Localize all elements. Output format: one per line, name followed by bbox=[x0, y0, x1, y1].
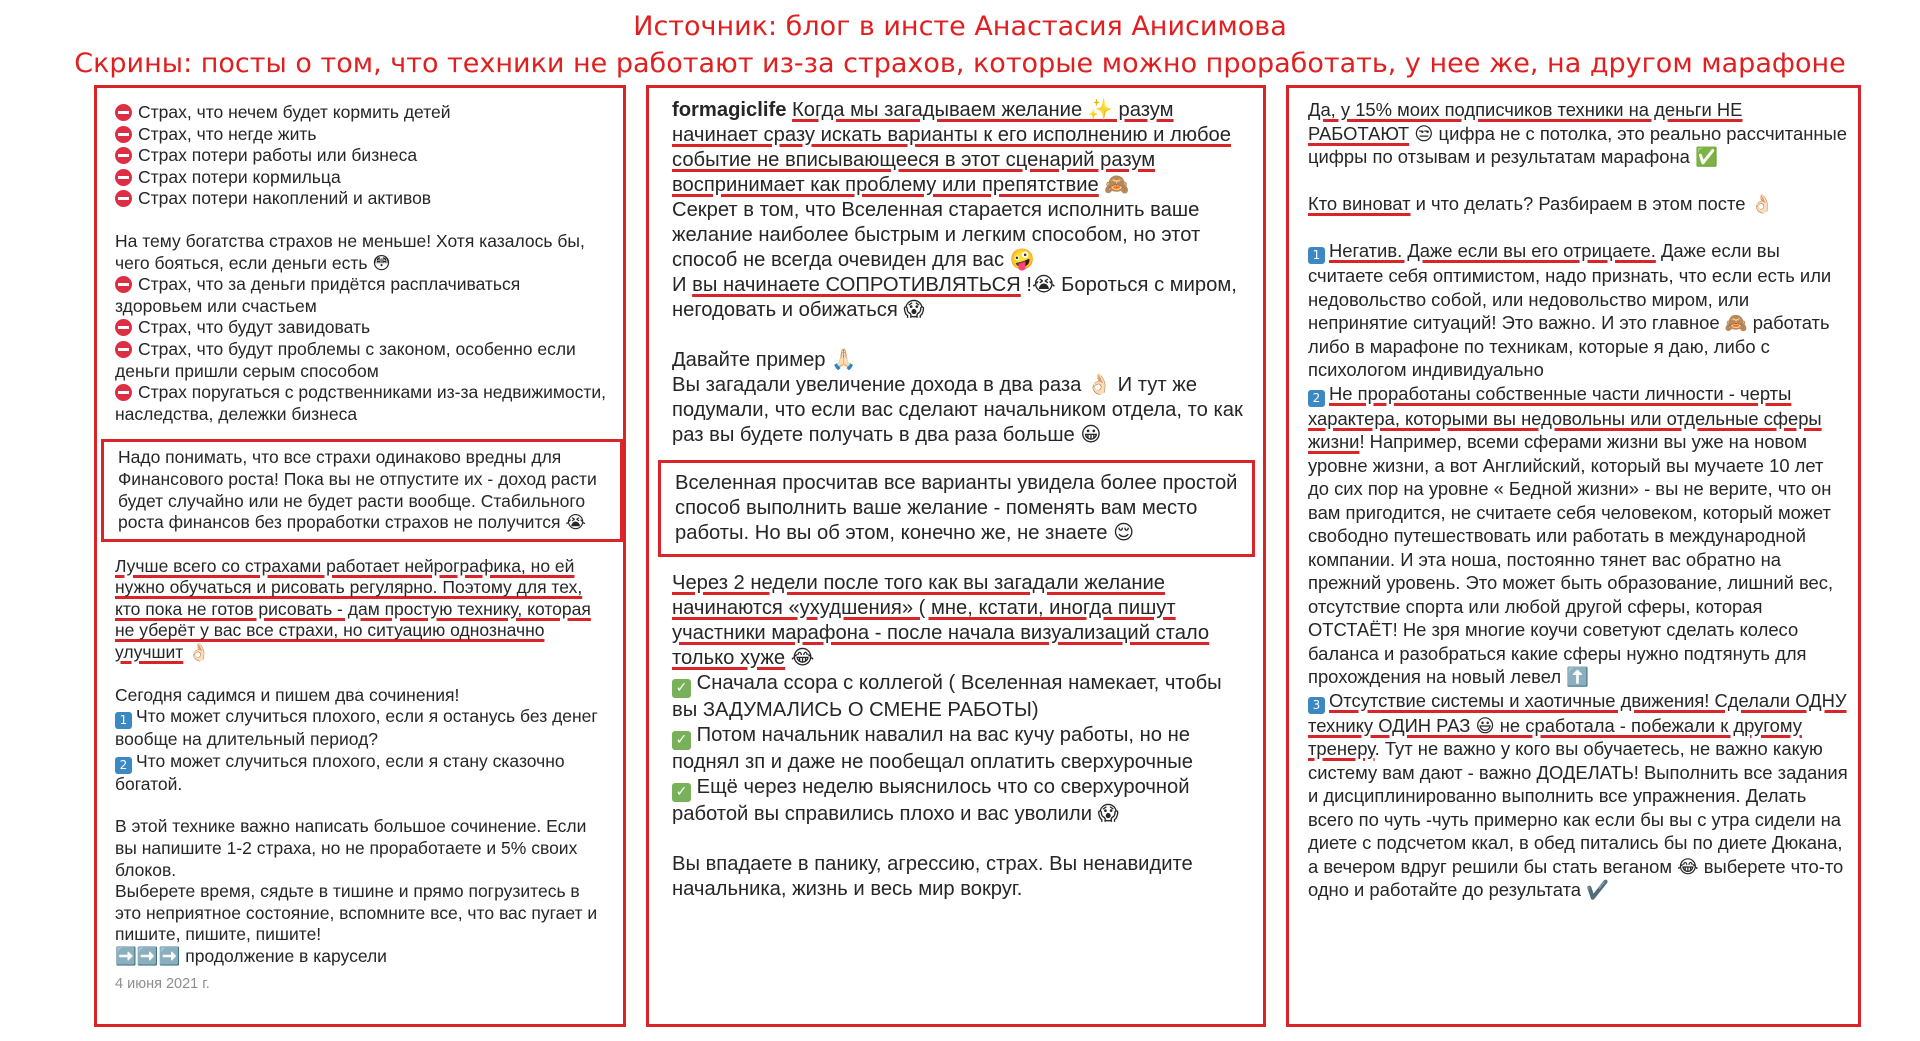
list-item: Страх, что будут проблемы с законом, особенно если деньги пришли серым способом bbox=[115, 338, 576, 381]
list-item: Страх, что нечем будет кормить детей bbox=[115, 102, 609, 124]
underlined-text: Кто виноват bbox=[1308, 193, 1411, 214]
list-item: Страх потери работы или бизнеса bbox=[115, 145, 609, 167]
number-one-icon: 1 bbox=[115, 712, 132, 729]
underlined-text: Не проработаны собственные части личности - черты характера, которыми вы недовольны или отдельные сферы жизни bbox=[1308, 382, 1822, 452]
post-panel-reasons bbox=[1286, 85, 1861, 1027]
reason-3: 3 Отсутствие системы и хаотичные движения! Сделали ОДНУ технику ОДИН РАЗ 😃 не сработала - побежали к другому тренеру. Тут не важно у кого вы обучаетесь, не важно какую систему вам дают - важно ДОДЕЛАТЬ! Выполнить все задания и дисциплинированно выполнить все упражнения. Делать всего по чуть -чуть примерно как если бы вы с утра сидели на диете с подсчетом ккал, в обед питались бы по диете Дюкана, а вечером вдруг решили бы стать веганом 😂 выберете что-то одно и работайте до результата ✔️ bbox=[1308, 689, 1848, 900]
example-title: Давайте пример 🙏🏻 bbox=[672, 349, 857, 371]
neurographics-paragraph: Лучше всего со страхами работает нейрографика, но ей нужно обучаться и рисовать регулярно. Поэтому для тех, кто пока не готов рисовать - дам простую технику, которая не уберёт у вас все страхи, но ситуацию однозначно улучшит 👌🏻 bbox=[115, 555, 591, 663]
technique-text: В этой технике важно написать большое сочинение. Если вы напишите 1-2 страха, но не проработаете и 5% своих блоков. bbox=[115, 816, 587, 880]
list-item: Страх, что за деньги придётся расплачиваться здоровьем или счастьем bbox=[115, 274, 521, 316]
list-item: Страх потери кормильца bbox=[115, 167, 609, 189]
check-mark-icon: ✓ bbox=[672, 783, 691, 802]
underlined-text: Негатив. Даже если вы его отрицаете. bbox=[1329, 240, 1656, 261]
no-entry-icon bbox=[115, 341, 132, 358]
check-item-2: ✓ Потом начальник навалил на вас кучу работы, но не поднял зп и даже не пообещал оплатить сверхурочные bbox=[672, 724, 1193, 773]
screenshots-caption: Скрины: посты о том, что техники не работают из-за страхов, которые можно проработать, у нее же, на другом марафоне bbox=[74, 48, 1846, 79]
essay-intro: Сегодня садимся и пишем два сочинения! bbox=[115, 684, 460, 705]
page-header bbox=[0, 8, 1920, 82]
no-entry-icon bbox=[115, 169, 132, 186]
no-entry-icon bbox=[115, 276, 132, 293]
wealth-fears-list bbox=[115, 274, 609, 425]
check-item-3: ✓ Ещё через неделю выяснилось что со сверхурочной работой вы справились плохо и вас уволили 😱 bbox=[672, 776, 1190, 825]
list-item: Страх, что будут завидовать bbox=[115, 317, 609, 339]
number-three-icon: 3 bbox=[1308, 697, 1325, 714]
number-two-icon: 2 bbox=[115, 757, 132, 774]
underlined-text: Отсутствие системы и хаотичные движения! Сделали ОДНУ технику ОДИН РАЗ 😃 не сработала - побежали к другому тренеру bbox=[1308, 689, 1847, 759]
no-entry-icon bbox=[115, 190, 132, 207]
post-panel-universe bbox=[646, 85, 1266, 1027]
essay-item-1: 1 Что может случиться плохого, если я останусь без денег вообще на длительный период? bbox=[115, 706, 598, 750]
check-mark-icon: ✓ bbox=[672, 731, 691, 750]
no-entry-icon bbox=[115, 126, 132, 143]
secret-paragraph: Секрет в том, что Вселенная старается исполнить ваше желание наиболее быстрым и легким способом, но этот способ не всегда очевиден для вас 🤪 bbox=[672, 199, 1201, 271]
underlined-text: Да, у 15% моих подписчиков техники на деньги НЕ РАБОТАЮТ bbox=[1308, 99, 1743, 144]
example-paragraph: Вы загадали увеличение дохода в два раза 👌🏻 И тут же подумали, что если вас сделают начальником отдела, то как раз вы будете получать в два раза больше 😀 bbox=[672, 374, 1243, 446]
fears-list bbox=[115, 102, 609, 210]
source-caption: Источник: блог в инсте Анастасия Анисимова bbox=[633, 11, 1287, 42]
post-panel-fears bbox=[94, 85, 626, 1027]
panic-paragraph: Вы впадаете в панику, агрессию, страх. Вы ненавидите начальника, жизнь и весь мир вокруг. bbox=[672, 853, 1193, 900]
underlined-text: Лучше всего со страхами работает нейрографика, но ей нужно обучаться и рисовать регулярно. Поэтому для тех, кто пока не готов рисовать - дам простую технику, которая не уберёт у вас все страхи, но ситуацию однозначно улучшит bbox=[115, 555, 591, 663]
no-entry-icon bbox=[115, 384, 132, 401]
username[interactable]: formagiclife bbox=[672, 99, 787, 121]
carousel-text: ➡️➡️➡️ продолжение в карусели bbox=[115, 946, 387, 966]
check-mark-icon: ✓ bbox=[672, 679, 691, 698]
intro-paragraph: formagiclife Когда мы загадываем желание ✨ разум начинает сразу искать варианты к его исполнению и любое событие не вписывающееся в этот сценарий разум воспринимает как проблему или препятствие 🙈 bbox=[672, 99, 1231, 196]
stats-paragraph: Да, у 15% моих подписчиков техники на деньги НЕ РАБОТАЮТ 😒 цифра не с потолка, это реально рассчитанные цифры по отзывам и результатам марафона ✅ bbox=[1308, 99, 1848, 167]
highlight-box: Вселенная просчитав все варианты увидела более простой способ выполнить ваше желание - поменять вам место работы. Но вы об этом, конечно же, не знаете 😌 bbox=[658, 460, 1255, 557]
arrow-right-icon: ➡️➡️➡️ bbox=[115, 946, 181, 966]
essay-item-2: 2 Что может случиться плохого, если я стану сказочно богатой. bbox=[115, 750, 565, 794]
reason-2: 2 Не проработаны собственные части личности - черты характера, которыми вы недовольны или отдельные сферы жизни! Например, всеми сферами жизни вы уже на новом уровне жизни, а вот Английский, который вы мучаете 10 лет до сих пор на уровне « Бедной жизни» - вы не верите, что он вам пригодится, не считаете себя человеком, который может свободно путешествовать или работать в международной компании. И эта ноша, постоянно тянет вас обратно на прежний уровень. Это может быть образование, лишний вес, отсутствие спорта или любой другой сферы, которая ОТСТАЁТ! Не зря многие коучи советуют сделать колесо баланса и разобраться какие сферы нужно подтянуть для прохождения на новый левел ⬆️ bbox=[1308, 382, 1834, 687]
post-date: 4 июня 2021 г. bbox=[115, 975, 210, 992]
reason-1: 1 Негатив. Даже если вы его отрицаете. Даже если вы считаете себя оптимистом, надо признать, что если есть или недовольство собой, или недовольство миром, или непринятие ситуаций! Это важно. И это главное 🙈 работать либо в марафоне по техникам, которые я даю, либо с психологом индивидуально bbox=[1308, 240, 1832, 380]
no-entry-icon bbox=[115, 104, 132, 121]
wealth-intro: На тему богатства страхов не меньше! Хотя казалось бы, чего бояться, если деньги есть 😳 bbox=[115, 230, 585, 273]
who-paragraph: Кто виноват и что делать? Разбираем в этом посте 👌🏻 bbox=[1308, 193, 1774, 214]
number-one-icon: 1 bbox=[1308, 247, 1325, 264]
instructions-text: Выберете время, сядьте в тишине и прямо погрузитесь в это неприятное состояние, вспомните все, что вас пугает и пишите, пишите, пишите! bbox=[115, 881, 598, 945]
no-entry-icon bbox=[115, 147, 132, 164]
highlight-box: Надо понимать, что все страхи одинаково вредны для Финансового роста! Пока вы не отпустите их - доход расти будет случайно или не будет расти вообще. Стабильного роста финансов без проработки страхов не получится 😭 bbox=[101, 439, 623, 541]
underlined-text: Когда мы загадываем желание ✨ разум начинает сразу искать варианты к его исполнению и любое событие не вписывающееся в этот сценарий разум воспринимает как проблему или препятствие bbox=[672, 99, 1231, 196]
list-item: Страх поругаться с родственниками из-за недвижимости, наследства, дележки бизнеса bbox=[115, 382, 607, 424]
underlined-text: Через 2 недели после того как вы загадали желание начинаются «ухудшения» ( мне, кстати, иногда пишут участники марафона - после начала визуализаций стало только хуже bbox=[672, 572, 1210, 669]
weeks-paragraph: Через 2 недели после того как вы загадали желание начинаются «ухудшения» ( мне, кстати, иногда пишут участники марафона - после начала визуализаций стало только хуже 😂 bbox=[672, 572, 1210, 669]
check-item-1: ✓ Сначала ссора с коллегой ( Вселенная намекает, чтобы вы ЗАДУМАЛИСЬ О СМЕНЕ РАБОТЫ) bbox=[672, 672, 1222, 721]
list-item: Страх потери накоплений и активов bbox=[115, 188, 609, 210]
number-two-icon: 2 bbox=[1308, 390, 1325, 407]
resist-paragraph: И вы начинаете СОПРОТИВЛЯТЬСЯ !😭 Бороться с миром, негодовать и обижаться 😱 bbox=[672, 274, 1237, 321]
list-item: Страх, что негде жить bbox=[115, 124, 609, 146]
no-entry-icon bbox=[115, 319, 132, 336]
underlined-text: вы начинаете СОПРОТИВЛЯТЬСЯ bbox=[692, 274, 1021, 296]
